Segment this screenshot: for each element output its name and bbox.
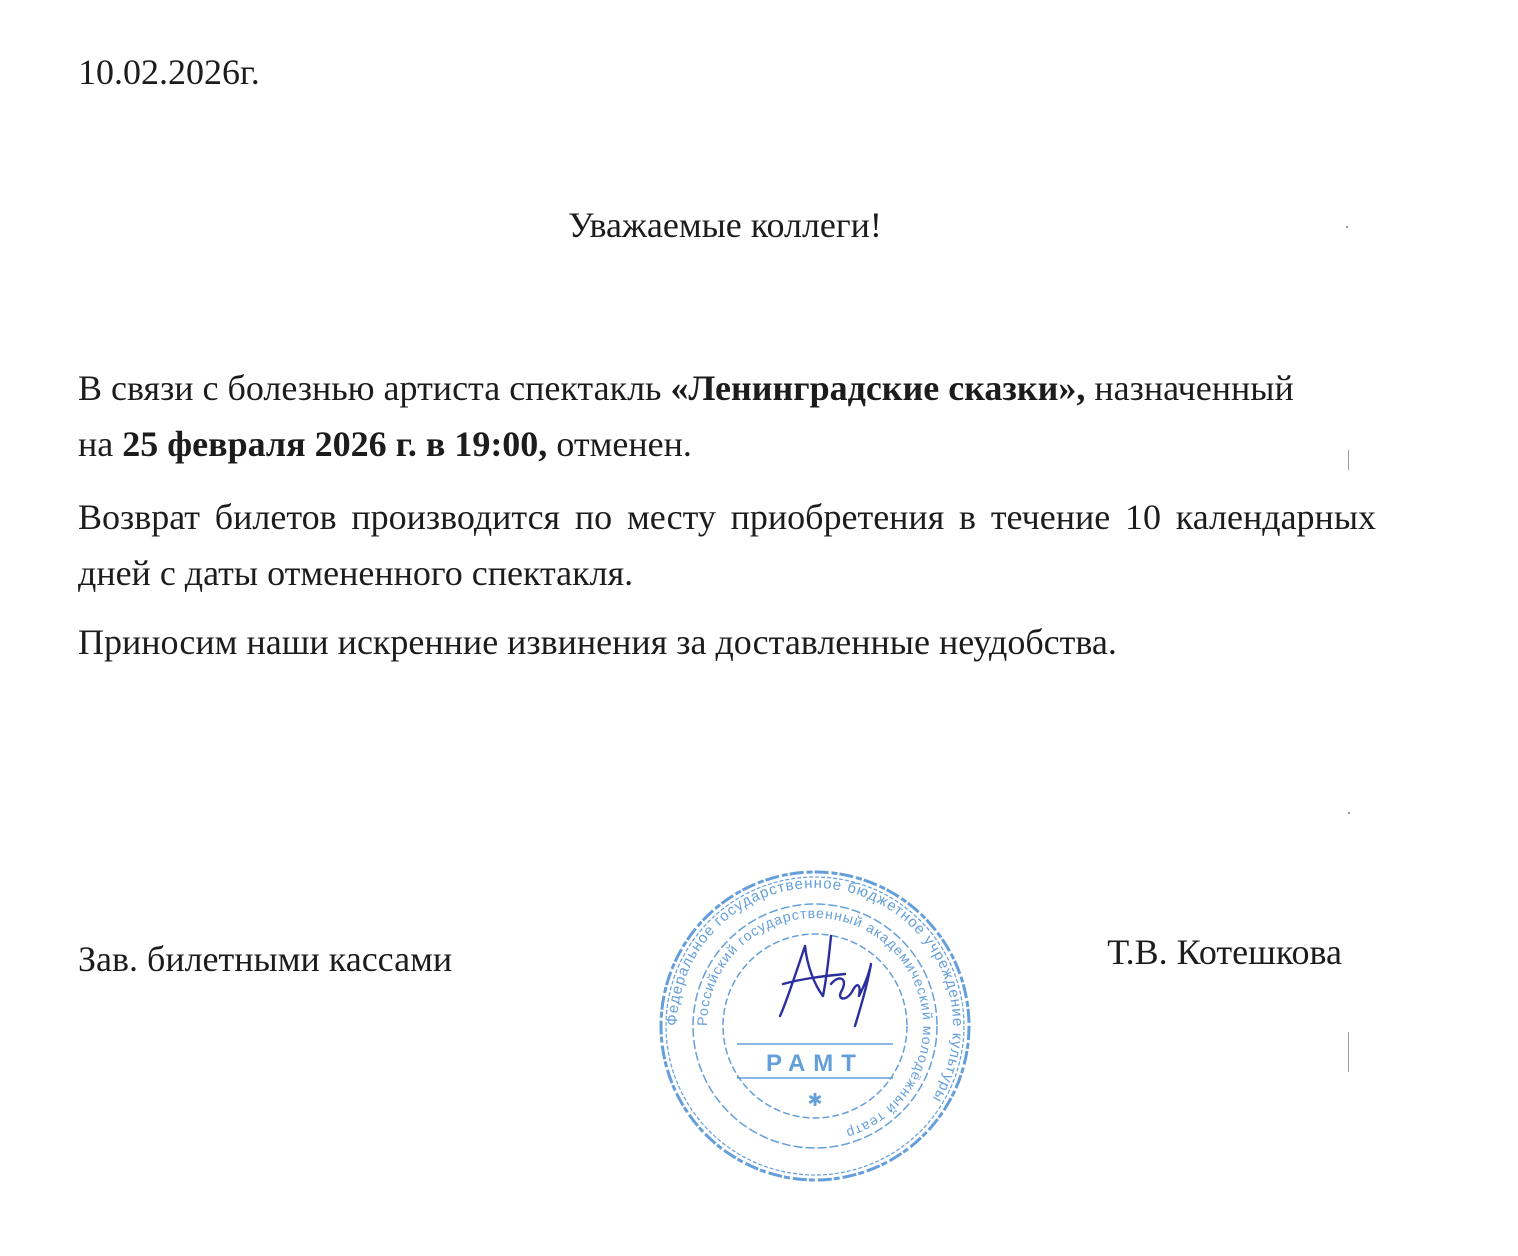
document-date: 10.02.2026г. — [78, 52, 260, 92]
text-fragment: назначенный — [1085, 368, 1294, 408]
signatory-position: Зав. билетными кассами — [78, 939, 453, 979]
text-fragment: отменен. — [547, 424, 692, 464]
scan-artifact — [1348, 450, 1349, 470]
stamp-outer-text: Федеральное государственное бюджетное учреждение культуры — [663, 874, 967, 1106]
paragraph-cancellation — [78, 360, 1376, 472]
stamp-center-text: РАМТ — [766, 1050, 864, 1077]
salutation: Уважаемые коллеги! — [568, 205, 882, 245]
performance-title: «Ленинградские сказки», — [670, 368, 1086, 408]
performance-datetime: 25 февраля 2026 г. в 19:00, — [122, 424, 548, 464]
paragraph-refund: Возврат билетов производится по месту приобретения в течение 10 календарных дней с даты отмененного спектакля. — [78, 497, 1376, 593]
scan-artifact — [1346, 226, 1348, 228]
paragraph-cancellation-line-1 — [78, 360, 1376, 416]
scan-artifact — [1348, 1032, 1349, 1072]
scan-artifact — [1348, 812, 1350, 814]
text-fragment: на — [78, 424, 123, 464]
svg-text:✱: ✱ — [807, 1090, 823, 1110]
official-stamp — [655, 866, 975, 1186]
handwritten-signature — [780, 936, 871, 1026]
paragraph-cancellation-line-2 — [78, 416, 1376, 472]
signatory-name: Т.В. Котешкова — [1107, 932, 1342, 972]
text-fragment: В связи с болезнью артиста спектакль — [78, 368, 671, 408]
paragraph-apology: Приносим наши искренние извинения за доставленные неудобства. — [78, 622, 1117, 662]
stamp-inner-text: Российский государственный академический молодёжный театр — [693, 904, 937, 1143]
